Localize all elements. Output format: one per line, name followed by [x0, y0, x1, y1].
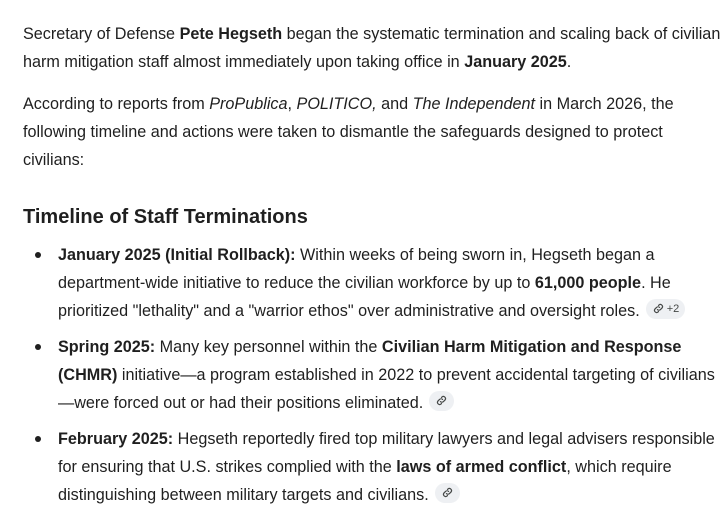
bullet-icon	[35, 252, 41, 258]
intro-p2-text-3: and	[376, 95, 413, 113]
intro-p2-text-1: According to reports from	[23, 95, 210, 113]
intro-p1-text-2: began the systematic termination and scaling back of civilian harm mitigation staff almost immediately upon taking office in	[23, 25, 721, 71]
timeline-item-bold: Civilian Harm Mitigation and Response (CHMR)	[58, 338, 682, 384]
timeline-item-bold: laws of armed conflict	[396, 458, 567, 476]
intro-p2-text-4: in March 2026, the following timeline and actions were taken to dismantle the safeguards designed to protect civilians:	[23, 95, 674, 169]
timeline-item-lead: February 2025:	[58, 430, 174, 448]
bullet-icon	[35, 436, 41, 442]
link-icon	[435, 394, 448, 407]
source-count: +2	[666, 302, 680, 315]
section-heading: Timeline of Staff Terminations	[23, 206, 308, 228]
timeline-item-text-1: Hegseth reportedly fired top military lawyers and legal advisers responsible for ensuring that U.S. strikes complied with the	[58, 430, 715, 476]
intro-p2-text-2: ,	[287, 95, 297, 113]
intro-p1-bold-name: Pete Hegseth	[179, 25, 283, 43]
source-chip[interactable]	[429, 391, 454, 411]
timeline-item	[23, 241, 723, 325]
timeline-item	[23, 425, 723, 509]
source-chip[interactable]	[646, 299, 686, 319]
intro-paragraph-1	[23, 20, 723, 76]
response-content	[23, 20, 723, 509]
link-icon	[652, 302, 665, 315]
bullet-icon	[35, 344, 41, 350]
timeline-item-bold: 61,000 people	[534, 274, 642, 292]
timeline-item-text-2: . He prioritized "lethality" and a "warrior ethos" over administrative and oversight roles.	[58, 274, 671, 320]
timeline-item-text-2: initiative—a program established in 2022 to prevent accidental targeting of civilians—were forced out or had their positions eliminated.	[58, 366, 715, 412]
intro-p1-text-3: .	[566, 53, 572, 71]
source-chip[interactable]	[435, 483, 460, 503]
link-icon	[441, 486, 454, 499]
intro-p2-italic-1: ProPublica	[209, 95, 288, 113]
timeline-item-text-1: Many key personnel within the	[155, 338, 382, 356]
timeline-item	[23, 333, 723, 417]
intro-p2-italic-2: POLITICO,	[296, 95, 377, 113]
timeline-item-lead: January 2025 (Initial Rollback):	[58, 246, 296, 264]
timeline-item-text-1: Within weeks of being sworn in, Hegseth began a department-wide initiative to reduce the civilian workforce by up to	[58, 246, 655, 292]
intro-p2-italic-3: The Independent	[412, 95, 536, 113]
timeline-item-text-2: , which require distinguishing between military targets and civilians.	[58, 458, 672, 504]
timeline-list	[23, 241, 723, 509]
intro-p1-bold-date: January 2025	[464, 53, 567, 71]
timeline-item-lead: Spring 2025:	[58, 338, 156, 356]
intro-paragraph-2	[23, 90, 723, 174]
intro-p1-text-1: Secretary of Defense	[23, 25, 180, 43]
